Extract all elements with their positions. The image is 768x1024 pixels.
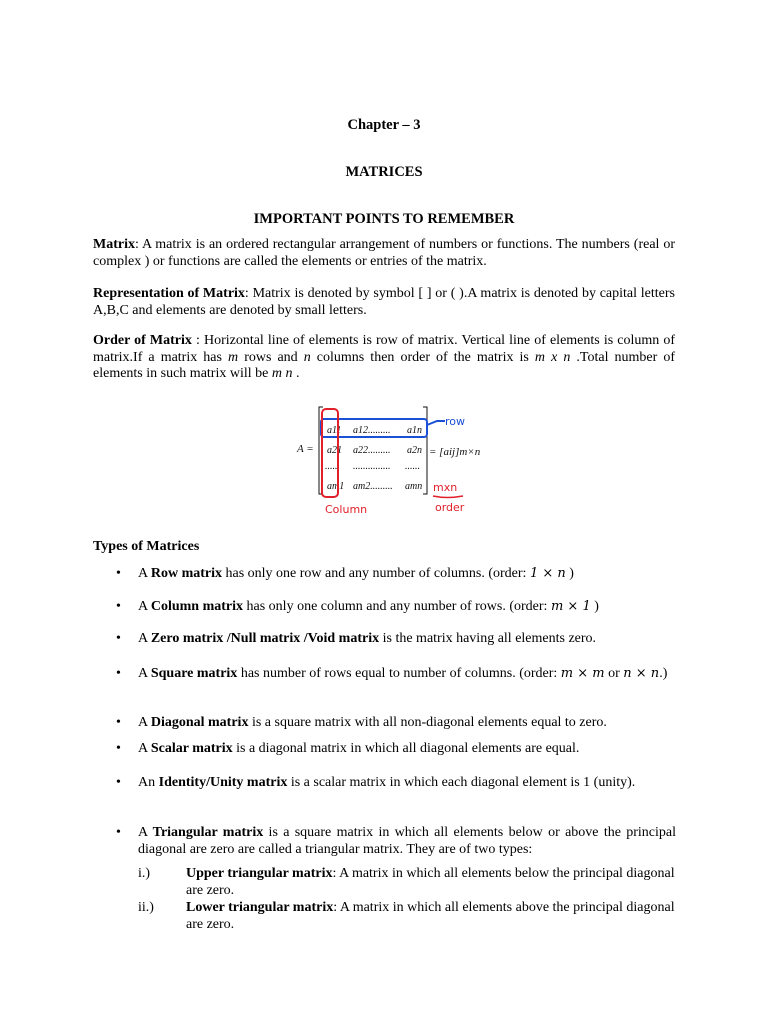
types-heading: Types of Matrices — [93, 539, 200, 554]
section-subtitle: IMPORTANT POINTS TO REMEMBER — [253, 211, 515, 227]
bullet-term: Diagonal matrix — [150, 715, 249, 730]
bullet-square-matrix — [116, 666, 676, 683]
cell-dots-1: ...... — [325, 461, 340, 472]
cell-a11: a11 — [327, 425, 342, 436]
bullet-identity-matrix — [116, 775, 676, 792]
bullet-post: is a scalar matrix in which each diagonal element is 1 (unity). — [287, 775, 636, 790]
bullet-math: m × 1 — [550, 599, 591, 614]
subitem-number: i.) — [138, 866, 151, 881]
bullet-dot: • — [116, 599, 121, 614]
order-term: Order of Matrix — [93, 333, 192, 348]
matrix-term: Matrix — [93, 237, 135, 252]
bullet-row-matrix — [116, 566, 676, 583]
mxn-note: mxn — [433, 481, 458, 494]
subitem-term: Lower triangular matrix — [186, 900, 334, 915]
subitem-term: Upper triangular matrix — [186, 866, 333, 881]
order-text-5: . — [292, 366, 300, 381]
bullet-math-2: n × n — [623, 666, 660, 681]
row-arrow — [427, 421, 445, 425]
bullet-term: Scalar matrix — [150, 741, 233, 756]
bullet-term: Identity/Unity matrix — [158, 775, 288, 790]
figure-rhs: = [aij]m×n — [429, 446, 481, 458]
bullet-post: has only one row and any number of columns. (order: — [222, 566, 530, 581]
subitem-lower-triangular — [138, 900, 676, 933]
bullet-term: Column matrix — [150, 599, 244, 614]
cell-a1n: a1n — [407, 425, 422, 436]
matrix-text: : A matrix is an ordered rectangular arrangement of numbers or functions. The numbers (real or complex ) or functions are called the elements or entries of the matrix. — [93, 237, 675, 269]
page-title: MATRICES — [345, 164, 423, 180]
bullet-pre: A — [138, 715, 151, 730]
bullet-dot: • — [116, 741, 121, 756]
cell-am1: am1 — [327, 481, 345, 492]
bullet-dot: • — [116, 631, 121, 646]
cell-a12: a12......... — [353, 425, 391, 436]
order-paragraph — [93, 333, 675, 383]
figure-lhs: A = — [297, 443, 314, 455]
bullet-post: is a square matrix in which all elements below or above the principal diagonal are zero are called a triangular matrix. They are of two types: — [138, 825, 676, 857]
bullet-term: Zero matrix /Null matrix /Void matrix — [150, 631, 380, 646]
order-text-2: rows and — [238, 349, 304, 365]
chapter-heading: Chapter – 3 — [347, 117, 421, 133]
bullet-pre: A — [138, 666, 151, 681]
bullet-term: Triangular matrix — [152, 825, 264, 840]
bullet-pre: A — [138, 566, 151, 581]
order-note: order — [435, 501, 465, 514]
subitem-upper-triangular — [138, 866, 676, 899]
bullet-pre: A — [138, 741, 151, 756]
bullet-pre: An — [138, 775, 159, 790]
bullet-dot: • — [116, 775, 121, 790]
bullet-dot: • — [116, 825, 121, 840]
bullet-column-matrix — [116, 599, 676, 616]
column-note: Column — [325, 503, 368, 516]
representation-term: Representation of Matrix — [93, 286, 245, 301]
bullet-pre: A — [138, 599, 151, 614]
bullet-term: Square matrix — [150, 666, 238, 681]
bullet-end: ) — [590, 599, 599, 614]
order-mxn: m x n — [534, 349, 571, 365]
representation-text: : Matrix is denoted by symbol [ ] or ( ).A matrix is denoted by capital letters A,B,C and elements are denoted by small letters. — [93, 286, 675, 318]
bullet-diagonal-matrix — [116, 715, 676, 732]
bullet-term: Row matrix — [150, 566, 222, 581]
cell-a22: a22......... — [353, 445, 391, 456]
bullet-scalar-matrix — [116, 741, 676, 758]
cell-amn: amn — [405, 481, 423, 492]
mxn-underline — [433, 496, 463, 498]
bullet-post: has only one column and any number of rows. (order: — [243, 599, 551, 614]
bullet-dot: • — [116, 566, 121, 581]
bullet-dot: • — [116, 666, 121, 681]
bullet-pre: A — [138, 631, 151, 646]
order-mn: m n — [271, 366, 293, 381]
bullet-end-2: .) — [659, 666, 668, 681]
bullet-post: is a diagonal matrix in which all diagonal elements are equal. — [232, 741, 580, 756]
subitem-text: : A matrix in which all elements below the principal diagonal are zero. — [186, 866, 675, 898]
order-text-4: .Total number of elements in such matrix will be — [93, 349, 676, 381]
cell-dots-3: ...... — [405, 461, 420, 472]
bullet-math: m × m — [560, 666, 605, 681]
bullet-end: ) — [565, 566, 574, 581]
bullet-end: or — [604, 666, 624, 681]
order-text-3: columns then order of the matrix is — [310, 349, 535, 365]
subitem-number: ii.) — [138, 900, 154, 915]
cell-am2: am2......... — [353, 481, 393, 492]
bullet-zero-matrix — [116, 631, 676, 648]
order-text-1: : Horizontal line of elements is row of matrix. Vertical line of elements is column of matrix.If a matrix has — [93, 333, 675, 365]
bullet-post: is the matrix having all elements zero. — [379, 631, 597, 646]
subitem-text: : A matrix in which all elements above the principal diagonal are zero. — [186, 900, 675, 932]
row-note: row — [445, 415, 466, 428]
bullet-math: 1 × n — [529, 566, 566, 581]
cell-a2n: a2n — [407, 445, 422, 456]
matrix-definition — [93, 237, 675, 270]
order-n: n — [303, 349, 311, 365]
order-m: m — [228, 349, 239, 365]
bullet-post: has number of rows equal to number of columns. (order: — [237, 666, 561, 681]
representation-paragraph — [93, 286, 675, 319]
bullet-triangular-matrix — [116, 825, 676, 858]
bullet-post: is a square matrix with all non-diagonal elements equal to zero. — [248, 715, 607, 730]
cell-dots-2: ............... — [353, 461, 391, 472]
matrix-figure — [287, 399, 487, 519]
bullet-pre: A — [138, 825, 153, 840]
cell-a21: a21 — [327, 445, 342, 456]
bullet-dot: • — [116, 715, 121, 730]
